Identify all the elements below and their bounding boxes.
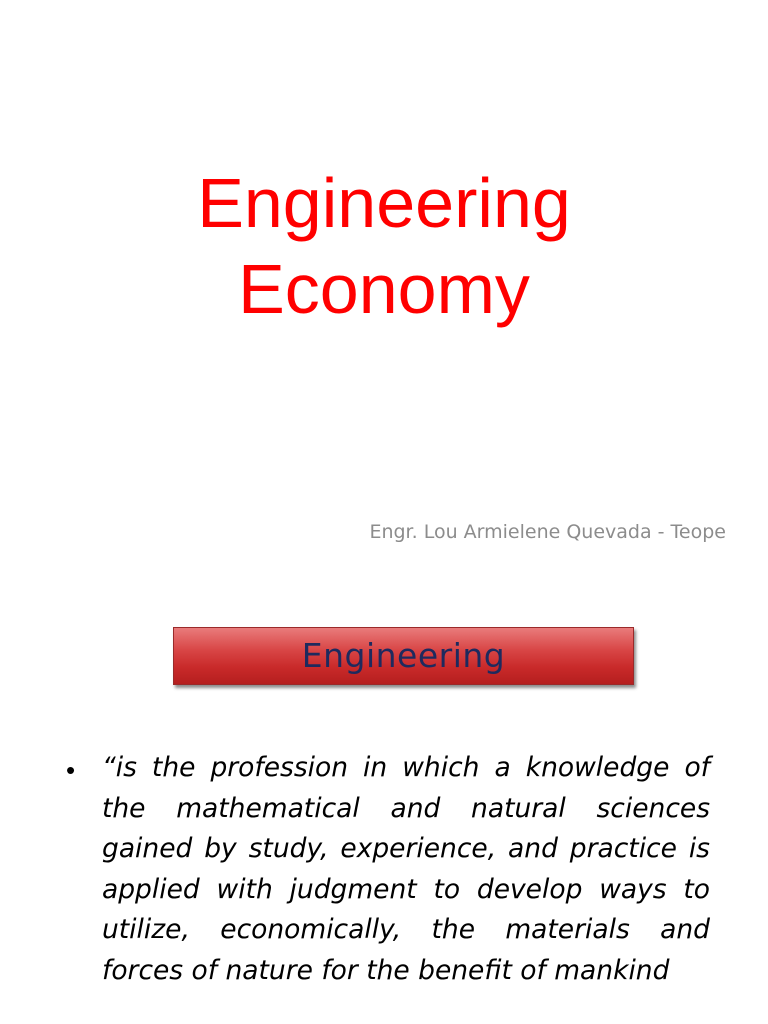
slide-title	[0, 160, 768, 332]
bullet-icon: •	[66, 755, 76, 785]
title-line-1: Engineering	[197, 164, 571, 242]
section-heading: Engineering	[301, 636, 506, 675]
definition-bullet	[66, 748, 710, 991]
title-line-2: Economy	[238, 250, 530, 328]
section-heading-banner	[173, 627, 634, 685]
author-name: Engr. Lou Armielene Quevada - Teope	[369, 521, 726, 543]
definition-text: “is the profession in which a knowledge of the mathematical and natural sciences gained by study, experience, and practice is applied with judgment to develop ways to utilize, economically, the materials and forces of nature for the benefit of mankind	[102, 752, 710, 986]
